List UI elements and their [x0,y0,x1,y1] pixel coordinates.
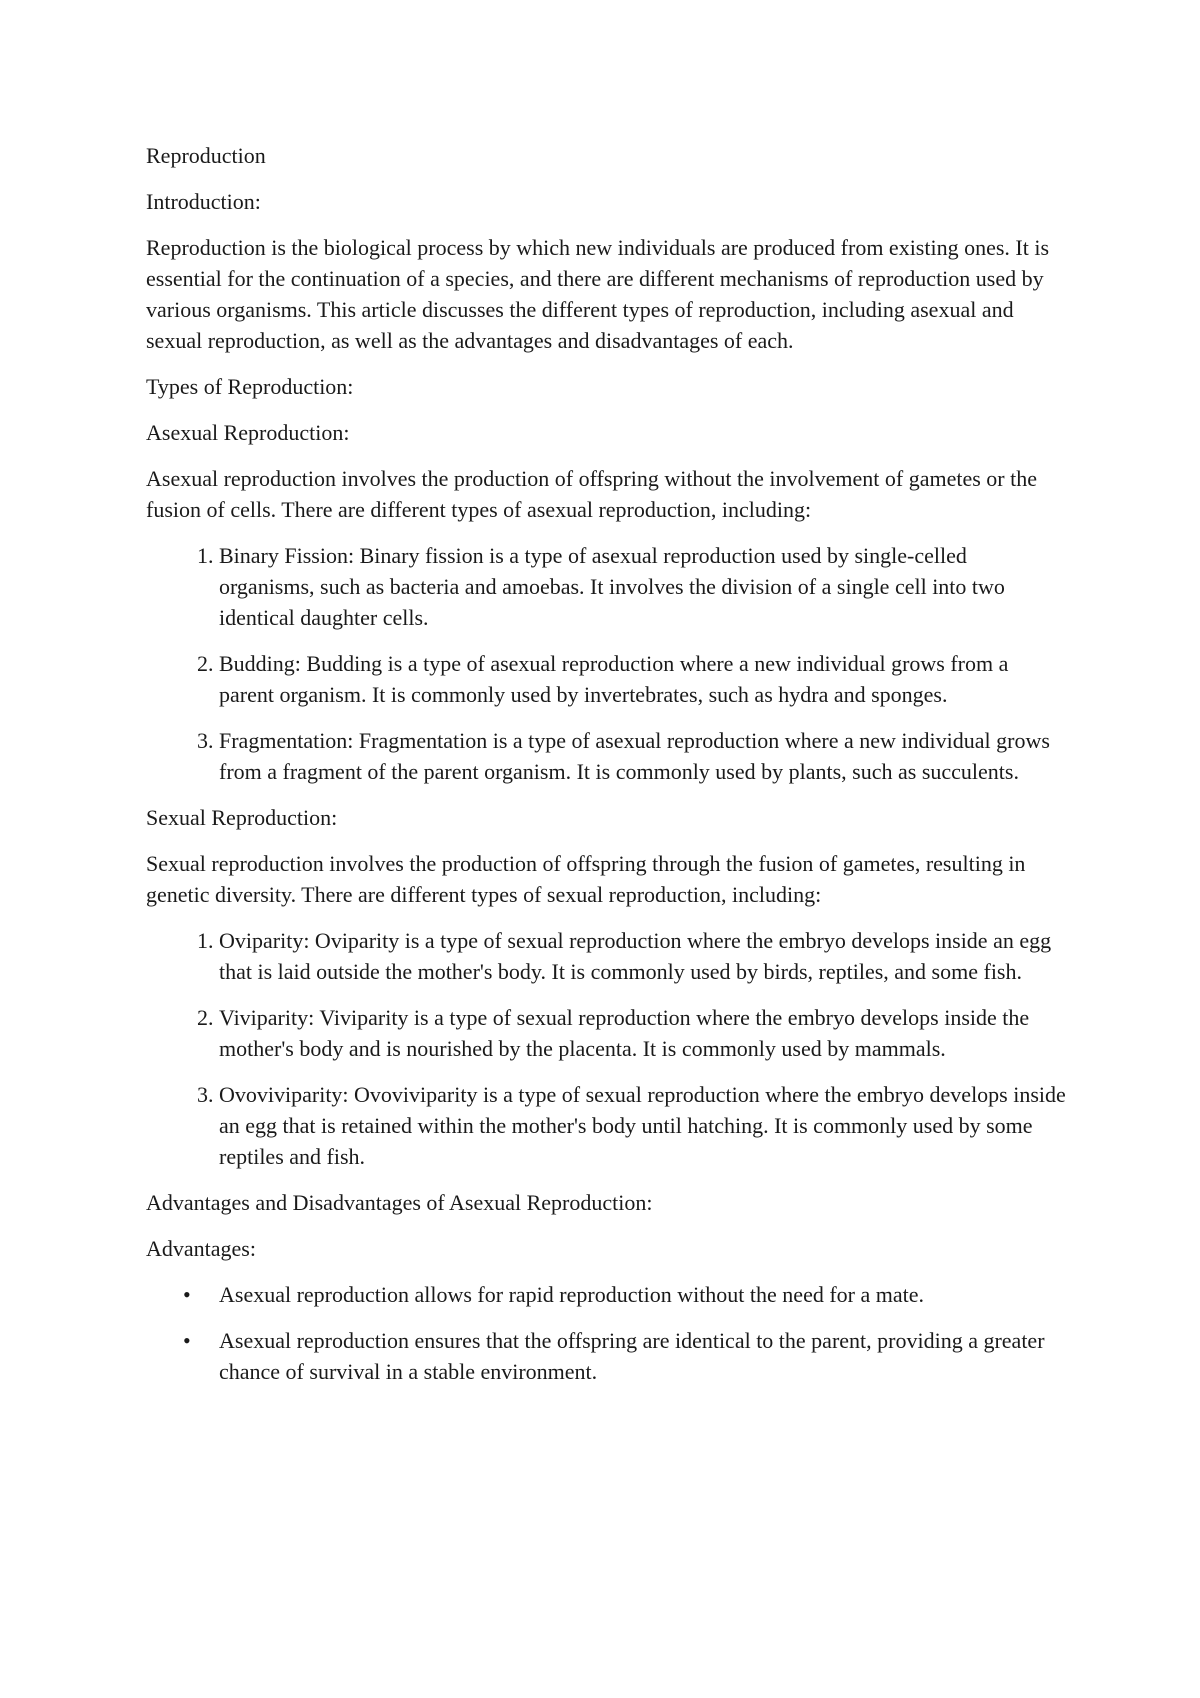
asexual-paragraph: Asexual reproduction involves the production of offspring without the involvement of gametes or the fusion of cells. There are different types of asexual reproduction, including: [146,466,1038,522]
sexual-types-list [146,925,1066,1172]
list-item: 2. Viviparity: Viviparity is a type of sexual reproduction where the embryo develops inside the mother's body and is nourished by the placenta. It is commonly used by mammals. [219,1002,1066,1064]
bullet-icon: • [183,1282,191,1307]
list-item-text: Asexual reproduction allows for rapid reproduction without the need for a mate. [219,1282,924,1307]
types-heading: Types of Reproduction: [146,374,354,399]
advantages-list [146,1279,1066,1387]
document-title: Reproduction [146,143,266,168]
bullet-icon: • [183,1328,191,1353]
intro-heading: Introduction: [146,189,261,214]
list-item [183,1325,1066,1387]
list-item: 1. Binary Fission: Binary fission is a type of asexual reproduction used by single-celled organisms, such as bacteria and amoebas. It involves the division of a single cell into two identical daughter cells. [219,540,1066,633]
sexual-paragraph: Sexual reproduction involves the production of offspring through the fusion of gametes, resulting in genetic diversity. There are different types of sexual reproduction, including: [146,851,1026,907]
list-item-text: Asexual reproduction ensures that the offspring are identical to the parent, providing a greater chance of survival in a stable environment. [219,1328,1045,1384]
list-item: 3. Ovoviviparity: Ovoviviparity is a type of sexual reproduction where the embryo develops inside an egg that is retained within the mother's body until hatching. It is commonly used by some reptiles and fish. [219,1079,1066,1172]
list-item: 3. Fragmentation: Fragmentation is a type of asexual reproduction where a new individual grows from a fragment of the parent organism. It is commonly used by plants, such as succulents. [219,725,1066,787]
list-item: 1. Oviparity: Oviparity is a type of sexual reproduction where the embryo develops inside an egg that is laid outside the mother's body. It is commonly used by birds, reptiles, and some fish. [219,925,1066,987]
list-item [183,1279,1066,1310]
sexual-heading: Sexual Reproduction: [146,805,338,830]
list-item: 2. Budding: Budding is a type of asexual reproduction where a new individual grows from a parent organism. It is commonly used by invertebrates, such as hydra and sponges. [219,648,1066,710]
asexual-heading: Asexual Reproduction: [146,420,350,445]
document-page [146,140,1066,1402]
advantages-heading: Advantages: [146,1236,256,1261]
asexual-types-list [146,540,1066,787]
adv-disadv-heading: Advantages and Disadvantages of Asexual Reproduction: [146,1190,653,1215]
intro-paragraph: Reproduction is the biological process by which new individuals are produced from existing ones. It is essential for the continuation of a species, and there are different mechanisms of reproduction used by various organisms. This article discusses the different types of reproduction, including asexual and sexual reproduction, as well as the advantages and disadvantages of each. [146,235,1050,353]
